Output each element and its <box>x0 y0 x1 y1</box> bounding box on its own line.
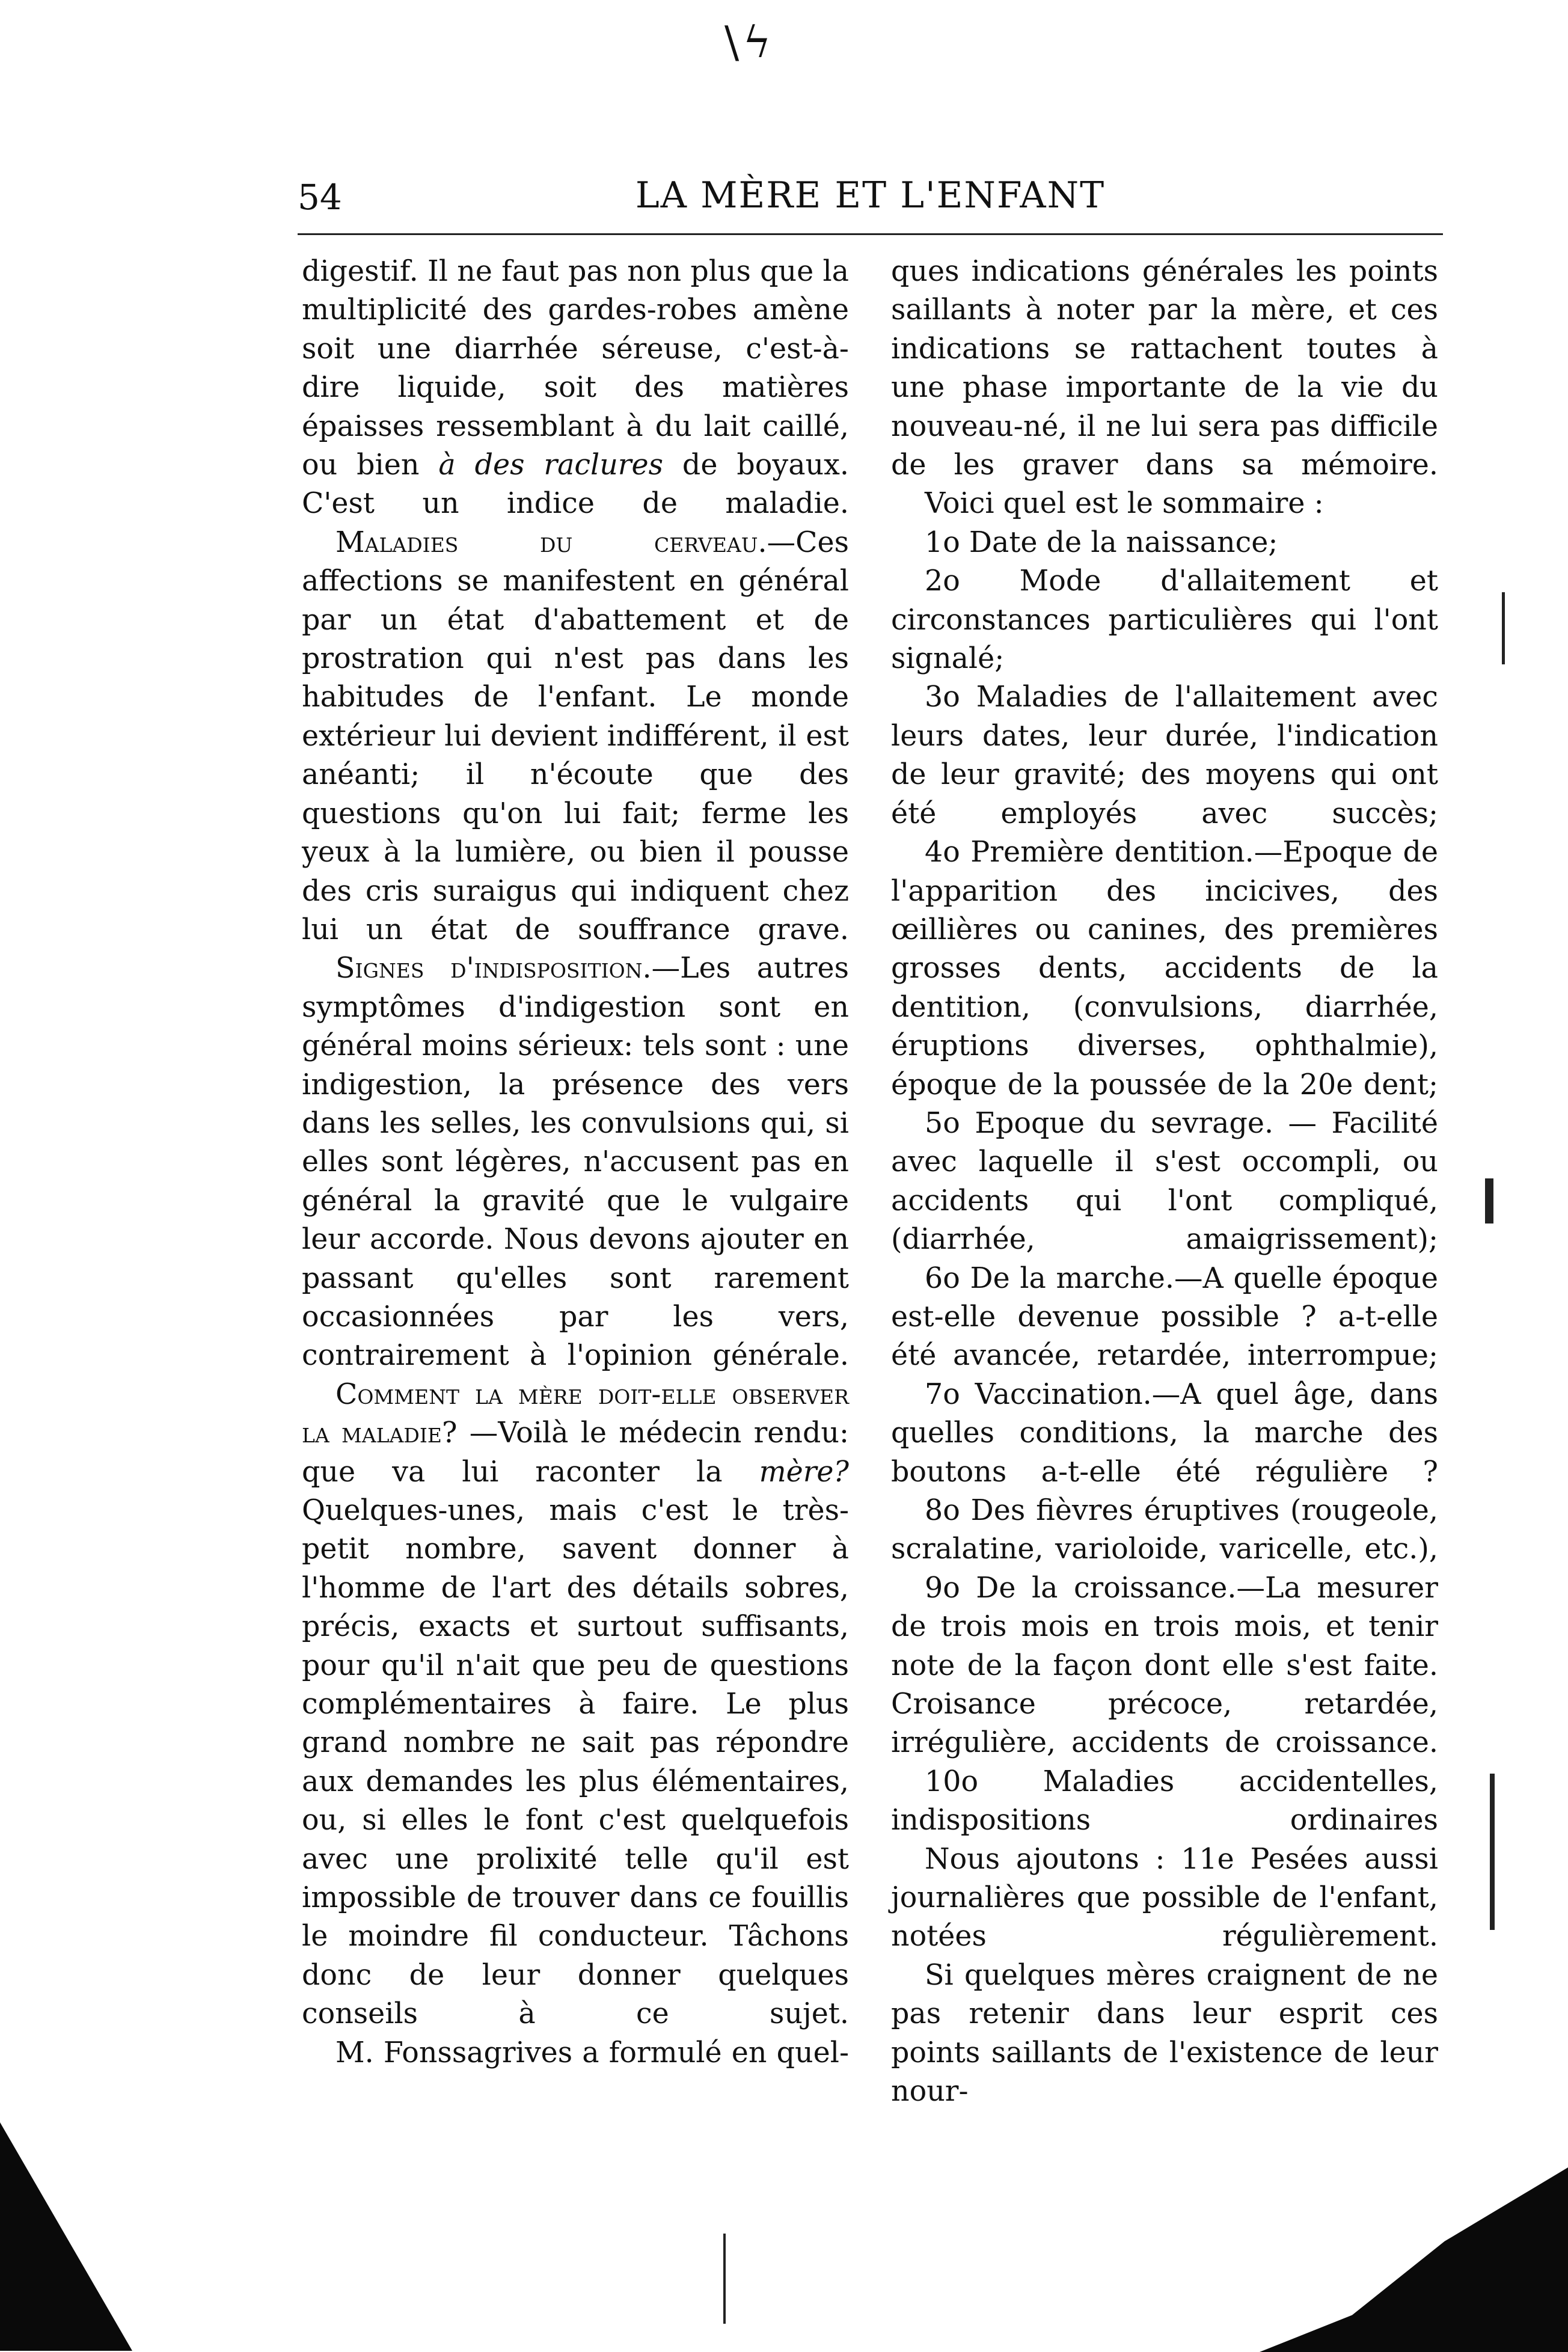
list-item-3: 3o Maladies de l'allaitement avec leurs dates, leur durée, l'indication de leur gravité; des moyens qui ont été employés avec succès; <box>891 681 1438 830</box>
list-item-5: 5o Epoque du sevrage. — Facilité avec laquelle il s'est occompli, ou accidents qui l'ont compliqué, (diarrhée, amaigrissement); <box>891 1106 1438 1257</box>
paragraph-comment-observer: Comment la mère doit-elle observer la maladie? —Voilà le médecin rendu: que va lui raconter la mère? Quelques-unes, mais c'est le très-petit nombre, savent donner à l'homme de l'art des détails sobres, précis, exacts et surtout suffisants, pour qu'il n'ait que peu de questions complémentaires à faire. Le plus grand nombre ne sait pas répondre aux demandes les plus élémentaires, ou, si elles le font c'est quelquefois avec une prolixité telle qu'il est impossible de trouver dans ce fouillis le moindre fil conducteur. Tâchons donc de leur donner quelques conseils à ce sujet. <box>302 1377 850 2031</box>
scan-edge-mark <box>723 2234 726 2324</box>
paragraph-digestif: digestif. Il ne faut pas non plus que la multiplicité des gardes-robes amène soit une diarrhée séreuse, c'est-à-dire liquide, soit des matières épaisses ressemblant à du lait caillé, ou bien à des raclures de boyaux. C'est un indice de maladie. <box>302 255 849 521</box>
paragraph-si-quelques-meres: Si quelques mères craignent de ne pas retenir dans leur esprit ces points saillants de l'existence de leur nour- <box>891 1958 1438 2109</box>
right-column <box>891 253 1438 2112</box>
paragraph-fonssagrives: M. Fonssagrives a formulé en quel- <box>335 2036 849 2069</box>
page-number: 54 <box>298 177 342 218</box>
header-rule <box>298 233 1443 235</box>
list-item-1: 1o Date de la naissance; <box>925 525 1278 559</box>
scan-shadow-left <box>0 2122 132 2351</box>
scan-edge-mark <box>1490 1774 1495 1930</box>
paragraph-nous-ajoutons: Nous ajoutons : 11e Pesées aussi journalières que possible de l'enfant, notées régulièrement. <box>891 1842 1438 1953</box>
list-item-9: 9o De la croissance.—La mesurer de trois mois en trois mois, et tenir note de la façon dont elle s'est faite. Croisance précoce, retardée, irrégulière, accidents de croissance. <box>891 1571 1438 1760</box>
list-item-2: 2o Mode d'allaitement et circonstances particulières qui l'ont signalé; <box>891 565 1438 676</box>
list-item-6: 6o De la marche.—A quelle époque est-elle devenue possible ? a-t-elle été avancée, retardée, interrompue; <box>891 1261 1438 1373</box>
scan-shadow-right <box>1260 2167 1568 2352</box>
paragraph-indications: ques indications générales les points saillants à noter par la mère, et ces indications se rattachent toutes à une phase importante de la vie du nouveau-né, il ne lui sera pas difficile de les graver dans sa mémoire. <box>891 255 1438 482</box>
scan-edge-mark <box>1485 1178 1493 1223</box>
scan-edge-mark <box>1502 592 1505 664</box>
left-column <box>302 253 849 2072</box>
list-item-8: 8o Des fièvres éruptives (rougeole, scralatine, varioloide, varicelle, etc.), <box>891 1494 1438 1566</box>
page-header <box>298 174 1443 228</box>
paragraph-maladies-cerveau: Maladies du cerveau.—Ces affections se manifestent en général par un état d'abattement et de prostration qui n'est pas dans les habitudes de l'enfant. Le monde extérieur lui devient indifférent, il est anéanti; il n'écoute que des questions qu'on lui fait; ferme les yeux à la lumière, ou bien il pousse des cris suraigus qui indiquent chez lui un état de souffrance grave. <box>302 525 849 946</box>
list-item-4: 4o Première dentition.—Epoque de l'apparition des incicives, des œillières ou canines, des premières grosses dents, accidents de la dentition, (convulsions, diarrhée, éruptions diverses, ophthalmie), époque de la poussée de la 20e dent; <box>891 836 1438 1101</box>
section-heading: Signes d'indisposition. <box>335 952 652 985</box>
running-title: LA MÈRE ET L'ENFANT <box>635 174 1106 216</box>
paragraph-signes-indisposition: Signes d'indisposition.—Les autres symptômes d'indigestion sont en général moins sérieux: tels sont : une indigestion, la présence des vers dans les selles, les convulsions qui, si elles sont légères, n'accusent pas en général la gravité que le vulgaire leur accorde. Nous devons ajouter en passant qu'elles sont rarement occasionnées par les vers, contrairement à l'opinion générale. <box>302 952 849 1373</box>
section-heading: Comment la mère doit-elle observer la maladie? <box>302 1377 849 1450</box>
list-item-10: 10o Maladies accidentelles, indispositions ordinaires <box>891 1765 1438 1837</box>
page-top-mark: \ϟ <box>724 17 775 67</box>
section-heading: Maladies du cerveau. <box>335 525 767 559</box>
paragraph-sommaire: Voici quel est le sommaire : <box>925 487 1324 521</box>
list-item-7: 7o Vaccination.—A quel âge, dans quelles conditions, la marche des boutons a-t-elle été régulière ? <box>891 1377 1438 1489</box>
